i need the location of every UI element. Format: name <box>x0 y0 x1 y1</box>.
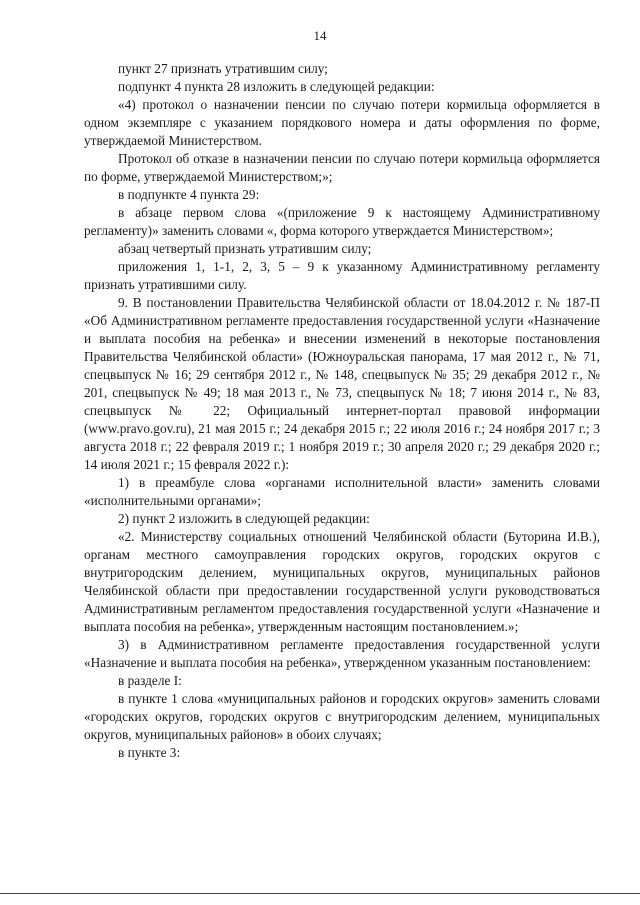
paragraph: в разделе I: <box>118 673 182 688</box>
paragraph: 1) в преамбуле слова «органами исполнительной власти» заменить словами «исполнительными органами»; <box>84 475 600 508</box>
paragraph: 2) пункт 2 изложить в следующей редакции: <box>118 511 370 526</box>
paragraph: «2. Министерству социальных отношений Челябинской области (Буторина И.В.), органам местного самоуправления городских округов, городских округов с внутригородским делением, муниципальных округов, муниципальных районов Челябинской области при предоставлении государственной услуги руководствоваться Административным регламентом предоставления государственной услуги «Назначение и выплата пособия на ребенка», утвержденным настоящим постановлением.»; <box>84 529 600 634</box>
document-body <box>84 60 600 762</box>
paragraph: пункт 27 признать утратившим силу; <box>118 61 328 76</box>
paragraph: в пункте 1 слова «муниципальных районов и городских округов» заменить словами «городских округов, городских округов с внутригородским делением, муниципальных округов, муниципальных районов» в обоих случаях; <box>84 691 600 742</box>
paragraph: приложения 1, 1-1, 2, 3, 5 – 9 к указанному Административному регламенту признать утратившими силу. <box>84 259 600 292</box>
paragraph: в пункте 3: <box>118 745 181 760</box>
paragraph: в подпункте 4 пункта 29: <box>118 187 260 202</box>
paragraph: 9. В постановлении Правительства Челябинской области от 18.04.2012 г. № 187-П «Об Административном регламенте предоставления государственной услуги «Назначение и выплата пособия на ребенка» и внесении изменений в некоторые постановления Правительства Челябинской области» (Южноуральская панорама, 17 мая 2012 г., № 71, спецвыпуск № 16; 29 сентября 2012 г., № 148, спецвыпуск № 35; 29 декабря 2012 г., № 201, спецвыпуск № 49; 18 мая 2013 г., № 73, спецвыпуск № 18; 7 июня 2014 г., № 83, спецвыпуск № 22; Официальный интернет-портал правовой информации (www.pravo.gov.ru), 21 мая 2015 г.; 24 декабря 2015 г.; 22 июля 2016 г.; 24 ноября 2017 г.; 3 августа 2018 г.; 22 февраля 2019 г.; 1 ноября 2019 г.; 30 апреля 2020 г.; 29 декабря 2020 г.; 14 июля 2021 г.; 15 февраля 2022 г.): <box>84 295 600 472</box>
paragraph: 3) в Административном регламенте предоставления государственной услуги «Назначение и выплата пособия на ребенка», утвержденном указанным постановлением: <box>84 637 600 670</box>
paragraph: Протокол об отказе в назначении пенсии по случаю потери кормильца оформляется по форме, утверждаемой Министерством;»; <box>84 151 600 184</box>
page-number: 14 <box>313 28 327 43</box>
page-bottom-edge <box>0 893 640 894</box>
paragraph: подпункт 4 пункта 28 изложить в следующей редакции: <box>118 79 435 94</box>
paragraph: абзац четвертый признать утратившим силу; <box>118 241 372 256</box>
paragraph: «4) протокол о назначении пенсии по случаю потери кормильца оформляется в одном экземпляре с указанием порядкового номера и даты оформления по форме, утверждаемой Министерством. <box>84 97 600 148</box>
paragraph: в абзаце первом слова «(приложение 9 к настоящему Административному регламенту)» заменить словами «, форма которого утверждается Министерством»; <box>84 205 600 238</box>
